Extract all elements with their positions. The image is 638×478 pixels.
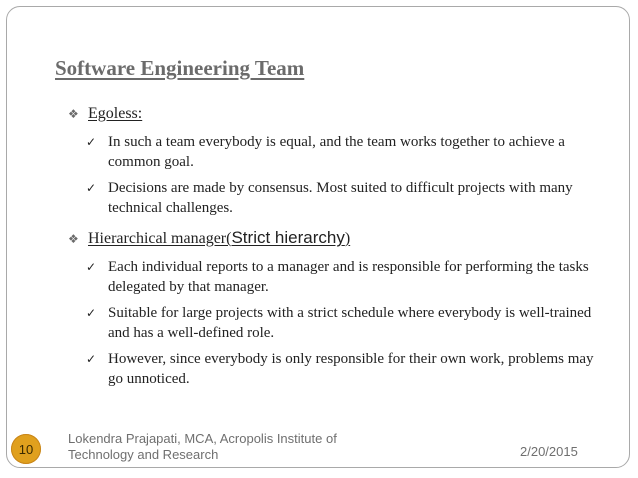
slide-number-badge: 10 [11,434,41,464]
list-item [68,349,608,389]
checkmark-icon: ✓ [86,260,97,274]
list-item [68,132,608,172]
list-item [68,303,608,343]
checkmark-icon: ✓ [86,135,97,149]
checkmark-icon: ✓ [86,306,97,320]
slide-content [68,104,608,389]
section-heading-hierarchical [68,228,608,249]
list-item-text: However, since everybody is only responsible for their own work, problems may go unnoticed. [108,351,594,387]
section-heading-egoless [68,104,608,124]
list-item [68,257,608,297]
list-item-text: In such a team everybody is equal, and the team works together to achieve a common goal. [108,134,565,170]
checkmark-icon: ✓ [86,352,97,366]
slide-title: Software Engineering Team [55,56,305,80]
list-item [68,178,608,218]
list-item-text: Decisions are made by consensus. Most suited to difficult projects with many technical challenges. [108,180,573,216]
section-heading-text: Egoless: [88,105,143,122]
list-item-text: Suitable for large projects with a strict schedule where everybody is well-trained and has a well-defined role. [108,305,592,341]
diamond-bullet-icon: ❖ [68,107,79,121]
checkmark-icon: ✓ [86,181,97,195]
list-item-text: Each individual reports to a manager and is responsible for performing the tasks delegated by that manager. [108,259,589,295]
footer-date: 2/20/2015 [520,444,578,459]
heading-emphasis: Strict hierarchy [231,228,345,247]
diamond-bullet-icon: ❖ [68,232,79,246]
section-heading-text: Hierarchical manager(Strict hierarchy) [88,228,351,247]
footer-author: Lokendra Prajapati, MCA, Acropolis Institute of Technology and Research [68,431,337,462]
